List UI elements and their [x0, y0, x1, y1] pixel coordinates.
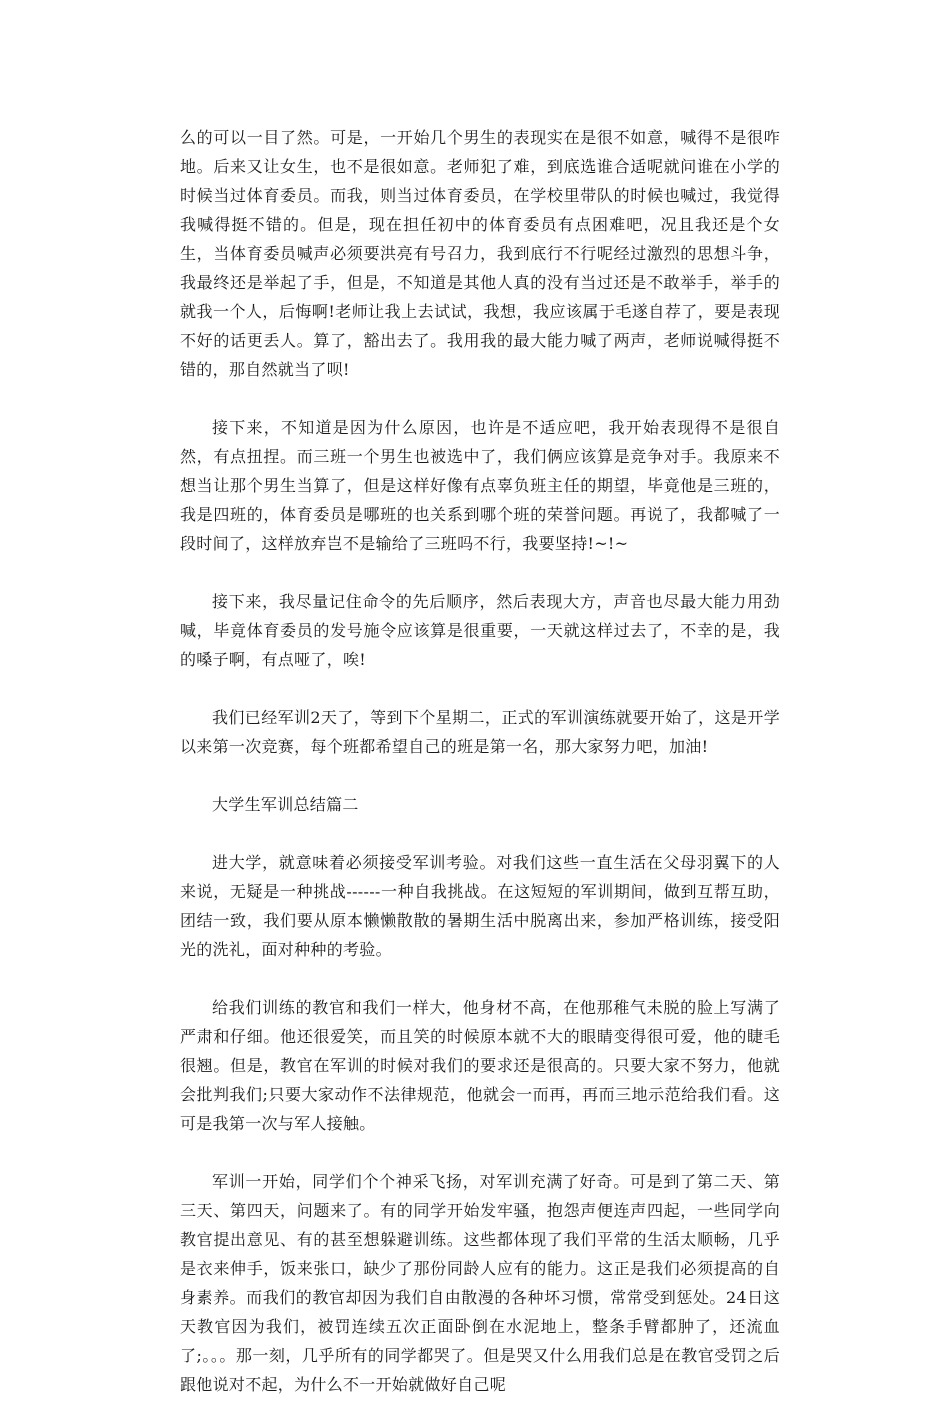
paragraph-2: 接下来，不知道是因为什么原因，也许是不适应吧，我开始表现得不是很自然，有点扭捏。而三班一个男生也被选中了，我们俩应该算是竞争对手。我原来不想当让那个男生当算了，但是这样好像有点辜负班主任的期望，毕竟他是三班的，我是四班的，体育委员是哪班的也关系到哪个班的荣誉问题。再说了，我都喊了一段时间了，这样放弃岂不是输给了三班吗不行，我要坚持!~!~ — [180, 418, 780, 553]
section-heading: 大学生军训总结篇二 — [212, 795, 359, 814]
document-body — [180, 123, 780, 1428]
paragraph-1: 么的可以一目了然。可是，一开始几个男生的表现实在是很不如意，喊得不是很咋地。后来又让女生，也不是很如意。老师犯了难，到底选谁合适呢就问谁在小学的时候当过体育委员。而我，则当过体育委员，在学校里带队的时候也喊过，我觉得我喊得挺不错的。但是，现在担任初中的体育委员有点困难吧，况且我还是个女生，当体育委员喊声必须要洪亮有号召力，我到底行不行呢经过激烈的思想斗争，我最终还是举起了手，但是，不知道是其他人真的没有当过还是不敢举手，举手的就我一个人，后悔啊!老师让我上去试试，我想，我应该属于毛遂自荐了，要是表现不好的话更丢人。算了，豁出去了。我用我的最大能力喊了两声，老师说喊得挺不错的，那自然就当了呗! — [180, 128, 780, 379]
paragraph-6: 给我们训练的教官和我们一样大，他身材不高，在他那稚气未脱的脸上写满了严肃和仔细。他还很爱笑，而且笑的时候原本就不大的眼睛变得很可爱，他的睫毛很翘。但是，教官在军训的时候对我们的要求还是很高的。只要大家不努力，他就会批判我们;只要大家动作不法律规范，他就会一而再，再而三地示范给我们看。这可是我第一次与军人接触。 — [180, 998, 780, 1133]
paragraph-5: 进大学，就意味着必须接受军训考验。对我们这些一直生活在父母羽翼下的人来说，无疑是一种挑战------一种自我挑战。在这短短的军训期间，做到互帮互助，团结一致，我们要从原本懒懒散散的暑期生活中脱离出来，参加严格训练，接受阳光的洗礼，面对种种的考验。 — [180, 853, 780, 959]
paragraph-3: 接下来，我尽量记住命令的先后顺序，然后表现大方，声音也尽最大能力用劲喊，毕竟体育委员的发号施令应该算是很重要，一天就这样过去了，不幸的是，我的嗓子啊，有点哑了，唉! — [180, 592, 780, 669]
paragraph-4: 我们已经军训2天了，等到下个星期二，正式的军训演练就要开始了，这是开学以来第一次竞赛，每个班都希望自己的班是第一名，那大家努力吧，加油! — [180, 708, 780, 756]
paragraph-7: 军训一开始，同学们个个神采飞扬，对军训充满了好奇。可是到了第二天、第三天、第四天，问题来了。有的同学开始发牢骚，抱怨声便连声四起，一些同学向教官提出意见、有的甚至想躲避训练。这些都体现了我们平常的生活太顺畅，几乎是衣来伸手，饭来张口，缺少了那份同龄人应有的能力。这正是我们必须提高的自身素养。而我们的教官却因为我们自由散漫的各种坏习惯，常常受到惩处。24日这天教官因为我们，被罚连续五次正面卧倒在水泥地上，整条手臂都肿了，还流血了;。。。那一刻，几乎所有的同学都哭了。但是哭又什么用我们总是在教官受罚之后跟他说对不起，为什么不一开始就做好自己呢 — [180, 1172, 780, 1394]
